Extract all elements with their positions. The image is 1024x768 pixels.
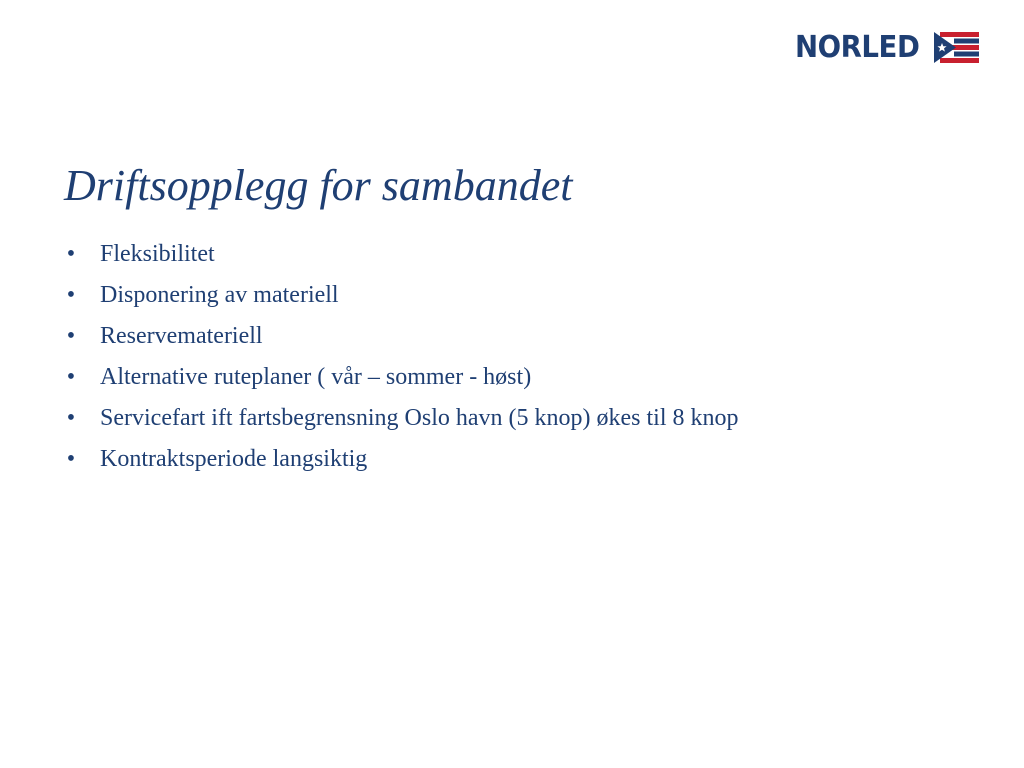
list-item [64, 398, 739, 439]
bullet-text: Alternative ruteplaner ( vår – sommer - høst) [100, 364, 532, 390]
bullet-marker: • [66, 241, 76, 267]
bullet-text: Disponering av materiell [100, 282, 339, 308]
bullet-marker: • [66, 323, 76, 349]
bullet-marker: • [66, 282, 76, 308]
list-item [64, 357, 739, 398]
logo-wordmark: NORLED [795, 30, 920, 65]
list-item [64, 316, 739, 357]
bullet-marker: • [66, 446, 76, 472]
list-item [64, 275, 739, 316]
list-item [64, 439, 739, 480]
bullet-list [64, 234, 739, 480]
slide-title: Driftsopplegg for sambandet [64, 161, 573, 210]
flag-stripes-icon [934, 32, 979, 63]
bullet-text: Reservemateriell [100, 323, 263, 349]
list-item [64, 234, 739, 275]
norled-logo [795, 31, 981, 65]
bullet-marker: • [66, 364, 76, 390]
bullet-text: Servicefart ift fartsbegrensning Oslo havn (5 knop) økes til 8 knop [100, 405, 739, 431]
bullet-text: Kontraktsperiode langsiktig [100, 446, 368, 472]
bullet-text: Fleksibilitet [100, 241, 215, 267]
bullet-marker: • [66, 405, 76, 431]
